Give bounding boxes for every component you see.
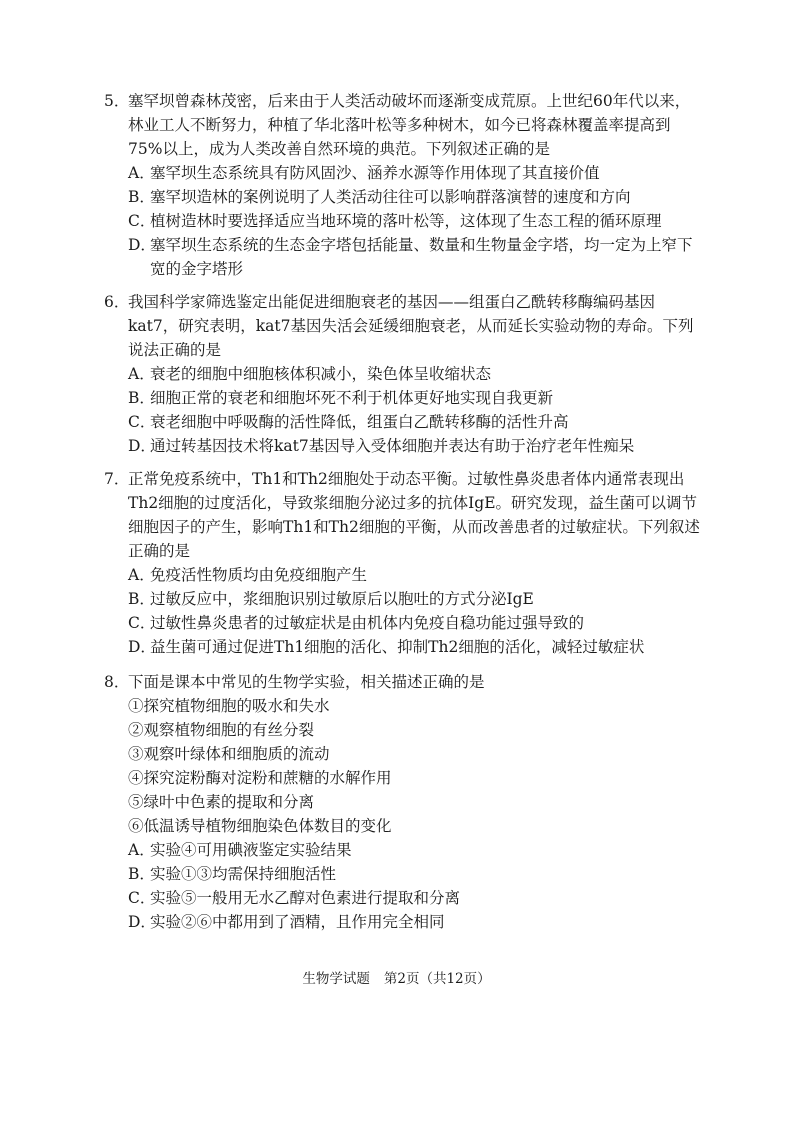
option-text: 实验④可用碘液鉴定实验结果 [150, 841, 352, 859]
option-text: 实验①③均需保持细胞活性 [150, 865, 337, 883]
option-text: 过敏反应中，浆细胞识别过敏原后以胞吐的方式分泌IgE [150, 590, 534, 608]
option-c [128, 886, 704, 910]
option-label: C． [128, 889, 156, 907]
option-text: 塞罕坝生态系统的生态金字塔包括能量、数量和生物量金字塔，均一定为上窄下宽的金字塔形 [150, 236, 693, 278]
question-5 [104, 89, 704, 281]
option-label: A． [128, 841, 155, 859]
option-d [128, 910, 704, 934]
option-d [128, 635, 704, 659]
option-label: D． [128, 638, 156, 656]
experiment-item-4: ④探究淀粉酶对淀粉和蔗糖的水解作用 [128, 769, 392, 787]
question-8 [104, 670, 704, 934]
option-text: 通过转基因技术将kat7基因导入受体细胞并表达有助于治疗老年性痴呆 [150, 437, 635, 455]
option-b [128, 862, 704, 886]
experiment-item-3: ③观察叶绿体和细胞质的流动 [128, 745, 330, 763]
option-d [128, 233, 704, 281]
experiment-item-6: ⑥低温诱导植物细胞染色体数目的变化 [128, 817, 392, 835]
option-label: D． [128, 913, 156, 931]
option-label: A． [128, 365, 155, 383]
option-a [128, 563, 704, 587]
option-label: C． [128, 212, 156, 230]
option-text: 塞罕坝生态系统具有防风固沙、涵养水源等作用体现了其直接价值 [150, 164, 600, 182]
option-text: 衰老细胞中呼吸酶的活性降低，组蛋白乙酰转移酶的活性升高 [150, 413, 569, 431]
question-stem: 正常免疫系统中，Th1和Th2细胞处于动态平衡。过敏性鼻炎患者体内通常表现出Th2细胞的过度活化，导致浆细胞分泌过多的抗体IgE。研究发现，益生菌可以调节细胞因子的产生，影响Th1和Th2细胞的平衡，从而改善患者的过敏症状。下列叙述正确的是 [128, 470, 700, 560]
question-stem: 下面是课本中常见的生物学实验，相关描述正确的是 [128, 673, 485, 691]
footer-page-number: 第2页（共12页） [383, 971, 491, 987]
option-label: D． [128, 437, 156, 455]
option-label: A． [128, 566, 155, 584]
question-6 [104, 290, 704, 458]
option-text: 细胞正常的衰老和细胞坏死不利于机体更好地实现自我更新 [150, 389, 554, 407]
option-c [128, 410, 704, 434]
option-b [128, 185, 704, 209]
option-text: 植树造林时要选择适应当地环境的落叶松等，这体现了生态工程的循环原理 [150, 212, 662, 230]
option-label: B． [128, 590, 155, 608]
question-7 [104, 467, 704, 659]
option-label: C． [128, 413, 156, 431]
option-b [128, 386, 704, 410]
option-d [128, 434, 704, 458]
option-label: C． [128, 614, 156, 632]
question-number: 7． [104, 470, 130, 488]
question-number: 6． [104, 293, 130, 311]
option-label: D． [128, 236, 156, 254]
option-c [128, 611, 704, 635]
option-text: 实验②⑥中都用到了酒精，且作用完全相同 [150, 913, 445, 931]
option-label: B． [128, 389, 155, 407]
experiment-item-1: ①探究植物细胞的吸水和失水 [128, 697, 330, 715]
option-b [128, 587, 704, 611]
option-c [128, 209, 704, 233]
option-label: B． [128, 865, 155, 883]
option-label: B． [128, 188, 155, 206]
experiment-item-2: ②观察植物细胞的有丝分裂 [128, 721, 315, 739]
option-text: 实验⑤一般用无水乙醇对色素进行提取和分离 [150, 889, 461, 907]
option-text: 塞罕坝造林的案例说明了人类活动往往可以影响群落演替的速度和方向 [150, 188, 631, 206]
page-footer [0, 969, 793, 989]
footer-subject: 生物学试题 [302, 971, 370, 987]
option-a [128, 838, 704, 862]
option-label: A． [128, 164, 155, 182]
option-text: 衰老的细胞中细胞核体积减小，染色体呈收缩状态 [150, 365, 492, 383]
question-number: 5． [104, 92, 130, 110]
option-text: 过敏性鼻炎患者的过敏症状是由机体内免疫自稳功能过强导致的 [150, 614, 585, 632]
question-stem: 我国科学家筛选鉴定出能促进细胞衰老的基因——组蛋白乙酰转移酶编码基因kat7，研究表明，kat7基因失活会延缓细胞衰老，从而延长实验动物的寿命。下列说法正确的是 [128, 293, 694, 359]
question-number: 8． [104, 673, 130, 691]
experiment-item-5: ⑤绿叶中色素的提取和分离 [128, 793, 315, 811]
option-a [128, 362, 704, 386]
option-text: 免疫活性物质均由免疫细胞产生 [150, 566, 368, 584]
option-a [128, 161, 704, 185]
option-text: 益生菌可通过促进Th1细胞的活化、抑制Th2细胞的活化，减轻过敏症状 [150, 638, 645, 656]
question-stem: 塞罕坝曾森林茂密，后来由于人类活动破坏而逐渐变成荒原。上世纪60年代以来，林业工人不断努力，种植了华北落叶松等多种树木，如今已将森林覆盖率提高到75%以上，成为人类改善自然环境的典范。下列叙述正确的是 [128, 92, 691, 158]
